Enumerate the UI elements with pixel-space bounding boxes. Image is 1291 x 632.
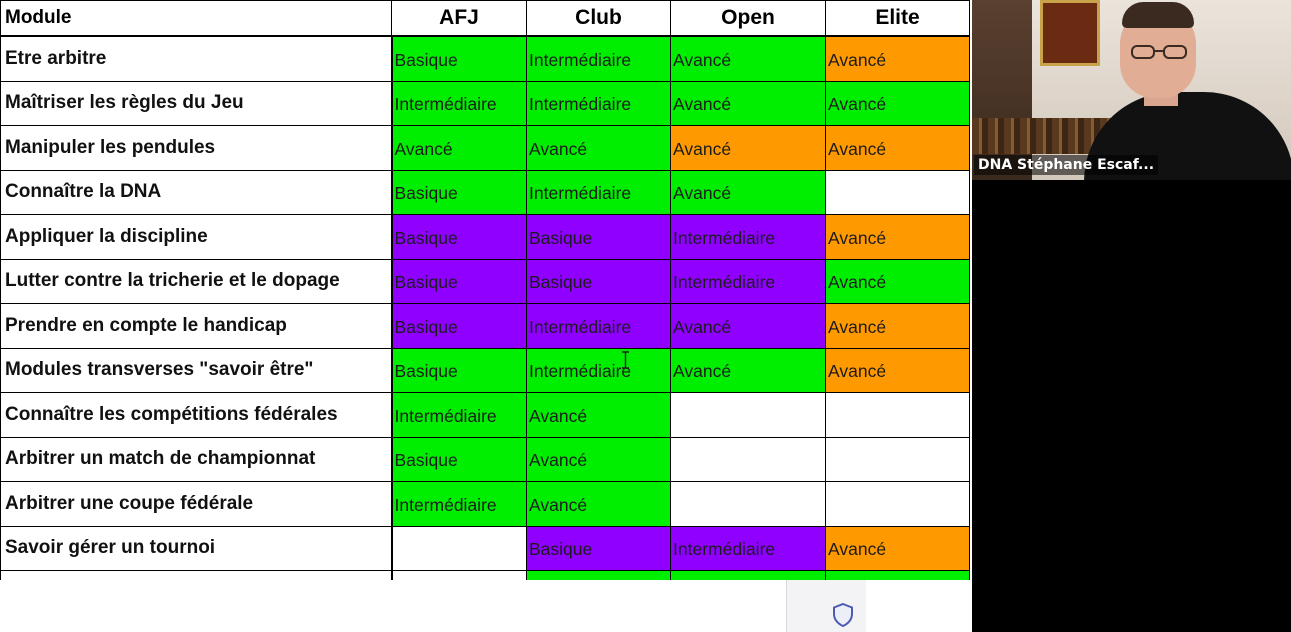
level-cell-open: Intermédiaire — [671, 259, 826, 304]
participant-video-tile[interactable] — [972, 0, 1291, 180]
header-row — [1, 1, 970, 37]
module-name: Connaître les compétitions fédérales — [1, 393, 392, 438]
text-cursor-icon — [621, 351, 630, 369]
table-row — [1, 348, 970, 393]
level-cell-open: Avancé — [671, 348, 826, 393]
table-row — [1, 81, 970, 126]
level-cell-elite — [826, 482, 970, 527]
level-cell-open: Avancé — [671, 170, 826, 215]
level-cell-elite — [826, 437, 970, 482]
module-name: Prendre en compte le handicap — [1, 304, 392, 349]
table-row — [1, 304, 970, 349]
level-cell-open: Avancé — [671, 126, 826, 171]
level-cell-club: Intermédiaire — [527, 304, 671, 349]
level-cell-afj: Basique — [392, 170, 527, 215]
video-panel — [972, 0, 1291, 632]
level-cell-open: Intermédiaire — [671, 526, 826, 571]
module-name: Etre arbitre — [1, 36, 392, 81]
table-row — [1, 437, 970, 482]
module-name: Savoir gérer un tournoi — [1, 526, 392, 571]
level-cell-open — [671, 437, 826, 482]
level-cell-afj: Basique — [392, 259, 527, 304]
module-name: Connaître la DNA — [1, 170, 392, 215]
level-cell-elite: Avancé — [826, 348, 970, 393]
level-cell-club: Avancé — [527, 126, 671, 171]
side-strip — [866, 580, 970, 632]
table-row — [1, 170, 970, 215]
shield-icon[interactable] — [832, 602, 854, 628]
level-cell-club: Avancé — [527, 482, 671, 527]
level-cell-club: Avancé — [527, 437, 671, 482]
level-cell-afj — [392, 526, 527, 571]
level-cell-open: Intermédiaire — [671, 215, 826, 260]
level-cell-afj: Intermédiaire — [392, 393, 527, 438]
level-cell-elite: Avancé — [826, 126, 970, 171]
level-cell-elite: Avancé — [826, 215, 970, 260]
level-cell-afj: Intermédiaire — [392, 482, 527, 527]
level-cell-elite: Avancé — [826, 304, 970, 349]
level-cell-club: Intermédiaire — [527, 36, 671, 81]
header-afj: AFJ — [392, 1, 527, 37]
level-cell-elite — [826, 393, 970, 438]
level-cell-afj: Avancé — [392, 126, 527, 171]
module-name: Arbitrer une coupe fédérale — [1, 482, 392, 527]
level-cell-elite: Avancé — [826, 81, 970, 126]
level-cell-afj: Intermédiaire — [392, 81, 527, 126]
level-cell-open: Avancé — [671, 304, 826, 349]
level-cell-club: Basique — [527, 215, 671, 260]
level-cell-open — [671, 482, 826, 527]
table-row — [1, 393, 970, 438]
participant-name: DNA Stéphane Escaf... — [974, 155, 1158, 175]
level-cell-club: Avancé — [527, 393, 671, 438]
level-cell-elite — [826, 170, 970, 215]
header-club: Club — [527, 1, 671, 37]
level-cell-club: Intermédiaire — [527, 348, 671, 393]
level-cell-afj: Basique — [392, 437, 527, 482]
level-cell-afj: Basique — [392, 348, 527, 393]
header-module: Module — [1, 1, 392, 37]
module-name: Arbitrer un match de championnat — [1, 437, 392, 482]
level-cell-club: Intermédiaire — [527, 170, 671, 215]
table-row — [1, 215, 970, 260]
table-row — [1, 482, 970, 527]
level-cell-elite: Avancé — [826, 259, 970, 304]
module-name: Appliquer la discipline — [1, 215, 392, 260]
table-row — [1, 259, 970, 304]
module-name: Manipuler les pendules — [1, 126, 392, 171]
module-name: Modules transverses "savoir être" — [1, 348, 392, 393]
table-row — [1, 526, 970, 571]
table-row — [1, 126, 970, 171]
level-cell-open: Avancé — [671, 81, 826, 126]
participant-hair — [1122, 2, 1194, 28]
level-cell-club: Intermédiaire — [527, 81, 671, 126]
glasses-icon — [1130, 44, 1188, 60]
module-name: Lutter contre la tricherie et le dopage — [1, 259, 392, 304]
level-cell-afj: Basique — [392, 215, 527, 260]
header-elite: Elite — [826, 1, 970, 37]
level-cell-open: Avancé — [671, 36, 826, 81]
level-cell-open — [671, 393, 826, 438]
level-cell-elite: Avancé — [826, 36, 970, 81]
level-cell-afj: Basique — [392, 304, 527, 349]
level-cell-club: Basique — [527, 259, 671, 304]
module-name: Maîtriser les règles du Jeu — [1, 81, 392, 126]
table-row — [1, 36, 970, 81]
header-open: Open — [671, 1, 826, 37]
extension-panel — [786, 580, 868, 632]
level-cell-club: Basique — [527, 526, 671, 571]
level-cell-elite: Avancé — [826, 526, 970, 571]
picture-frame — [1040, 0, 1100, 66]
level-cell-afj: Basique — [392, 36, 527, 81]
